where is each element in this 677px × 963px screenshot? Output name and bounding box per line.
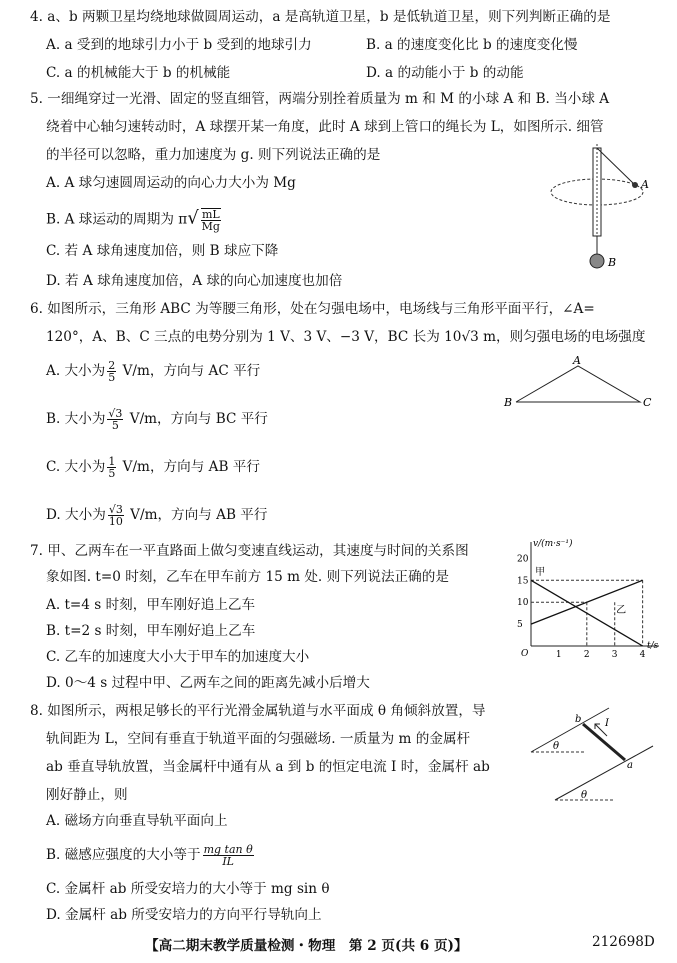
q6-option-d-fraction [108,504,124,527]
q6-option-c-fraction [107,456,116,479]
y-tick-label: 5 [517,620,523,631]
q5-option-a: A. A 球匀速圆周运动的向心力大小为 Mg [46,175,296,191]
q6-stem-line1: 6. 如图所示，三角形 ABC 为等腰三角形，处在匀强电场中，电场线与三角形平面平行，∠A= [30,301,595,317]
q4-option-c: C. a 的机械能大于 b 的机械能 [46,65,231,81]
q6-option-b-fraction [107,408,123,431]
vertex-label-a: A [573,354,581,367]
q8-option-b [46,844,256,867]
q5-option-b-prefix: B. A 球运动的周期为 π [46,211,188,228]
fraction-numerator: mL [201,208,220,221]
x-tick-label: 1 [555,650,562,660]
q8-stem-line2: 轨间距为 L，空间有垂直于轨道平面的匀强磁场. 一质量为 m 的金属杆 [46,731,471,747]
label-ball-a: A [641,178,649,191]
q7-option-d: D. 0～4 s 过程中甲、乙两车之间的距离先减小后增大 [46,675,370,691]
q7-option-a: A. t=4 s 时刻，甲车刚好追上乙车 [46,597,256,613]
q8-stem-line1: 8. 如图所示，两根足够长的平行光滑金属轨道与水平面成 θ 角倾斜放置，导 [30,703,486,719]
x-axis-label: t/s [647,641,659,651]
q6-option-b-suffix: V/m，方向与 BC 平行 [125,411,268,427]
y-axis-label: v/(m·s⁻¹) [533,539,573,549]
q5-stem-line3: 的半径可以忽略，重力加速度为 g. 则下列说法正确的是 [46,147,381,163]
q6-option-d [46,504,267,527]
q6-stem-line2-c: m，则匀强电场的电场强度 [478,329,646,345]
q7-option-c: C. 乙车的加速度大小大于甲车的加速度大小 [46,649,310,665]
fraction-numerator: 2 [108,359,116,372]
q4-option-d: D. a 的动能小于 b 的动能 [366,65,524,81]
metal-rod-ab [583,724,625,760]
q6-option-c-prefix: C. 大小为 [46,459,106,475]
q5-option-c: C. 若 A 球角速度加倍，则 B 球应下降 [46,243,279,259]
ball-a [632,182,638,188]
x-tick-label: 3 [611,650,618,660]
q5-option-d: D. 若 A 球角速度加倍，A 球的向心加速度也加倍 [46,273,343,289]
q5-option-b [46,208,223,232]
q8-option-a: A. 磁场方向垂直导轨平面向上 [46,813,228,829]
q6-option-a-prefix: A. 大小为 [46,363,106,379]
theta-label-upper: θ [553,741,560,752]
q6-stem-sqrt3: √3 [461,329,479,345]
q7-stem-line2: 象如图. t=0 时刻，乙车在甲车前方 15 m 处. 则下列说法正确的是 [46,569,449,585]
vertex-label-c: C [643,396,652,409]
q6-option-b-prefix: B. 大小为 [46,411,106,427]
q4-option-a: A. a 受到的地球引力小于 b 受到的地球引力 [46,37,312,53]
q8-option-d: D. 金属杆 ab 所受安培力的方向平行导轨向上 [46,907,322,923]
q6-option-d-prefix: D. 大小为 [46,507,106,523]
fraction-denominator: 5 [108,371,116,384]
label-ball-b: B [608,256,617,269]
fraction-denominator: 5 [108,467,116,480]
y-tick-label: 15 [517,576,529,587]
q7-stem-line1: 7. 甲、乙两车在一平直路面上做匀变速直线运动，其速度与时间的关系图 [30,543,469,559]
q4-option-b: B. a 的速度变化比 b 的速度变化慢 [366,37,578,53]
x-tick-label: 2 [583,650,590,660]
fraction-numerator: √3 [108,503,123,516]
q8-option-c: C. 金属杆 ab 所受安培力的大小等于 mg sin θ [46,881,330,897]
q8-option-b-prefix: B. 磁感应强度的大小等于 [46,847,201,863]
fraction-denominator: 10 [108,515,123,528]
origin-label: O [521,649,529,659]
q7-vt-chart [505,536,665,666]
fraction-numerator: √3 [108,407,123,420]
fraction-denominator: IL [222,855,234,868]
q6-stem-line2 [46,328,646,346]
q4-stem: 4. a、b 两颗卫星均绕地球做圆周运动，a 是高轨道卫星，b 是低轨道卫星，则下列判断正确的是 [30,9,611,25]
q6-stem-line2-a: 120°，A、B、C 三点的电势分别为 1 V、3 V、−3 V，BC 长为 10 [46,329,462,345]
series-label: 乙 [616,605,627,617]
fraction-denominator: Mg [201,220,220,233]
label-current-i: I [605,718,609,729]
footer-code: 212698D [592,934,655,950]
q8-stem-line3: ab 垂直导轨放置，当金属杆中通有从 a 到 b 的恒定电流 I 时，金属杆 ab [46,759,490,775]
q6-option-a-fraction [107,360,116,383]
fraction-numerator: mg tan θ [203,843,253,856]
q5-stem-line2: 绕着中心轴匀速转动时，A 球摆开某一角度，此时 A 球到上管口的绳长为 L，如图所示. 细管 [46,119,604,135]
fraction-denominator: 5 [111,419,119,432]
footer-title: 【高二期末教学质量检测・物理 第 2 页(共 6 页)】 [145,938,468,954]
theta-label-lower: θ [581,790,588,801]
q5-option-b-fraction [201,208,221,232]
series-label: 甲 [535,567,546,579]
q6-option-d-suffix: V/m，方向与 AB 平行 [125,507,268,523]
triangle-abc [516,366,640,402]
q6-triangle-figure [498,354,658,414]
x-tick-label: 4 [639,650,646,660]
rail-upper [531,708,609,752]
label-end-b: b [575,714,582,725]
fraction-numerator: 1 [108,455,116,468]
label-end-a: a [627,760,633,771]
q8-rail-figure [525,702,660,807]
q5-figure [545,140,655,275]
q7-option-b: B. t=2 s 时刻，甲车刚好追上乙车 [46,623,256,639]
q5-stem-line1: 5. 一细绳穿过一光滑、固定的竖直细管，两端分别拴着质量为 m 和 M 的小球 A 和 B. 当小球 A [30,91,610,107]
q6-option-c-suffix: V/m，方向与 AB 平行 [118,459,260,475]
q6-option-b [46,408,268,431]
ball-b [590,254,604,268]
y-tick-label: 10 [517,598,529,609]
vertex-label-b: B [504,396,513,409]
rail-lower [555,746,653,800]
q8-option-b-fraction [203,844,254,867]
q6-option-c [46,456,260,479]
sqrt-sign: √ [187,207,199,229]
q6-option-a-suffix: V/m，方向与 AC 平行 [118,363,261,379]
q8-stem-line4: 刚好静止，则 [46,787,128,803]
q6-option-a [46,360,260,383]
y-tick-label: 20 [517,554,529,565]
